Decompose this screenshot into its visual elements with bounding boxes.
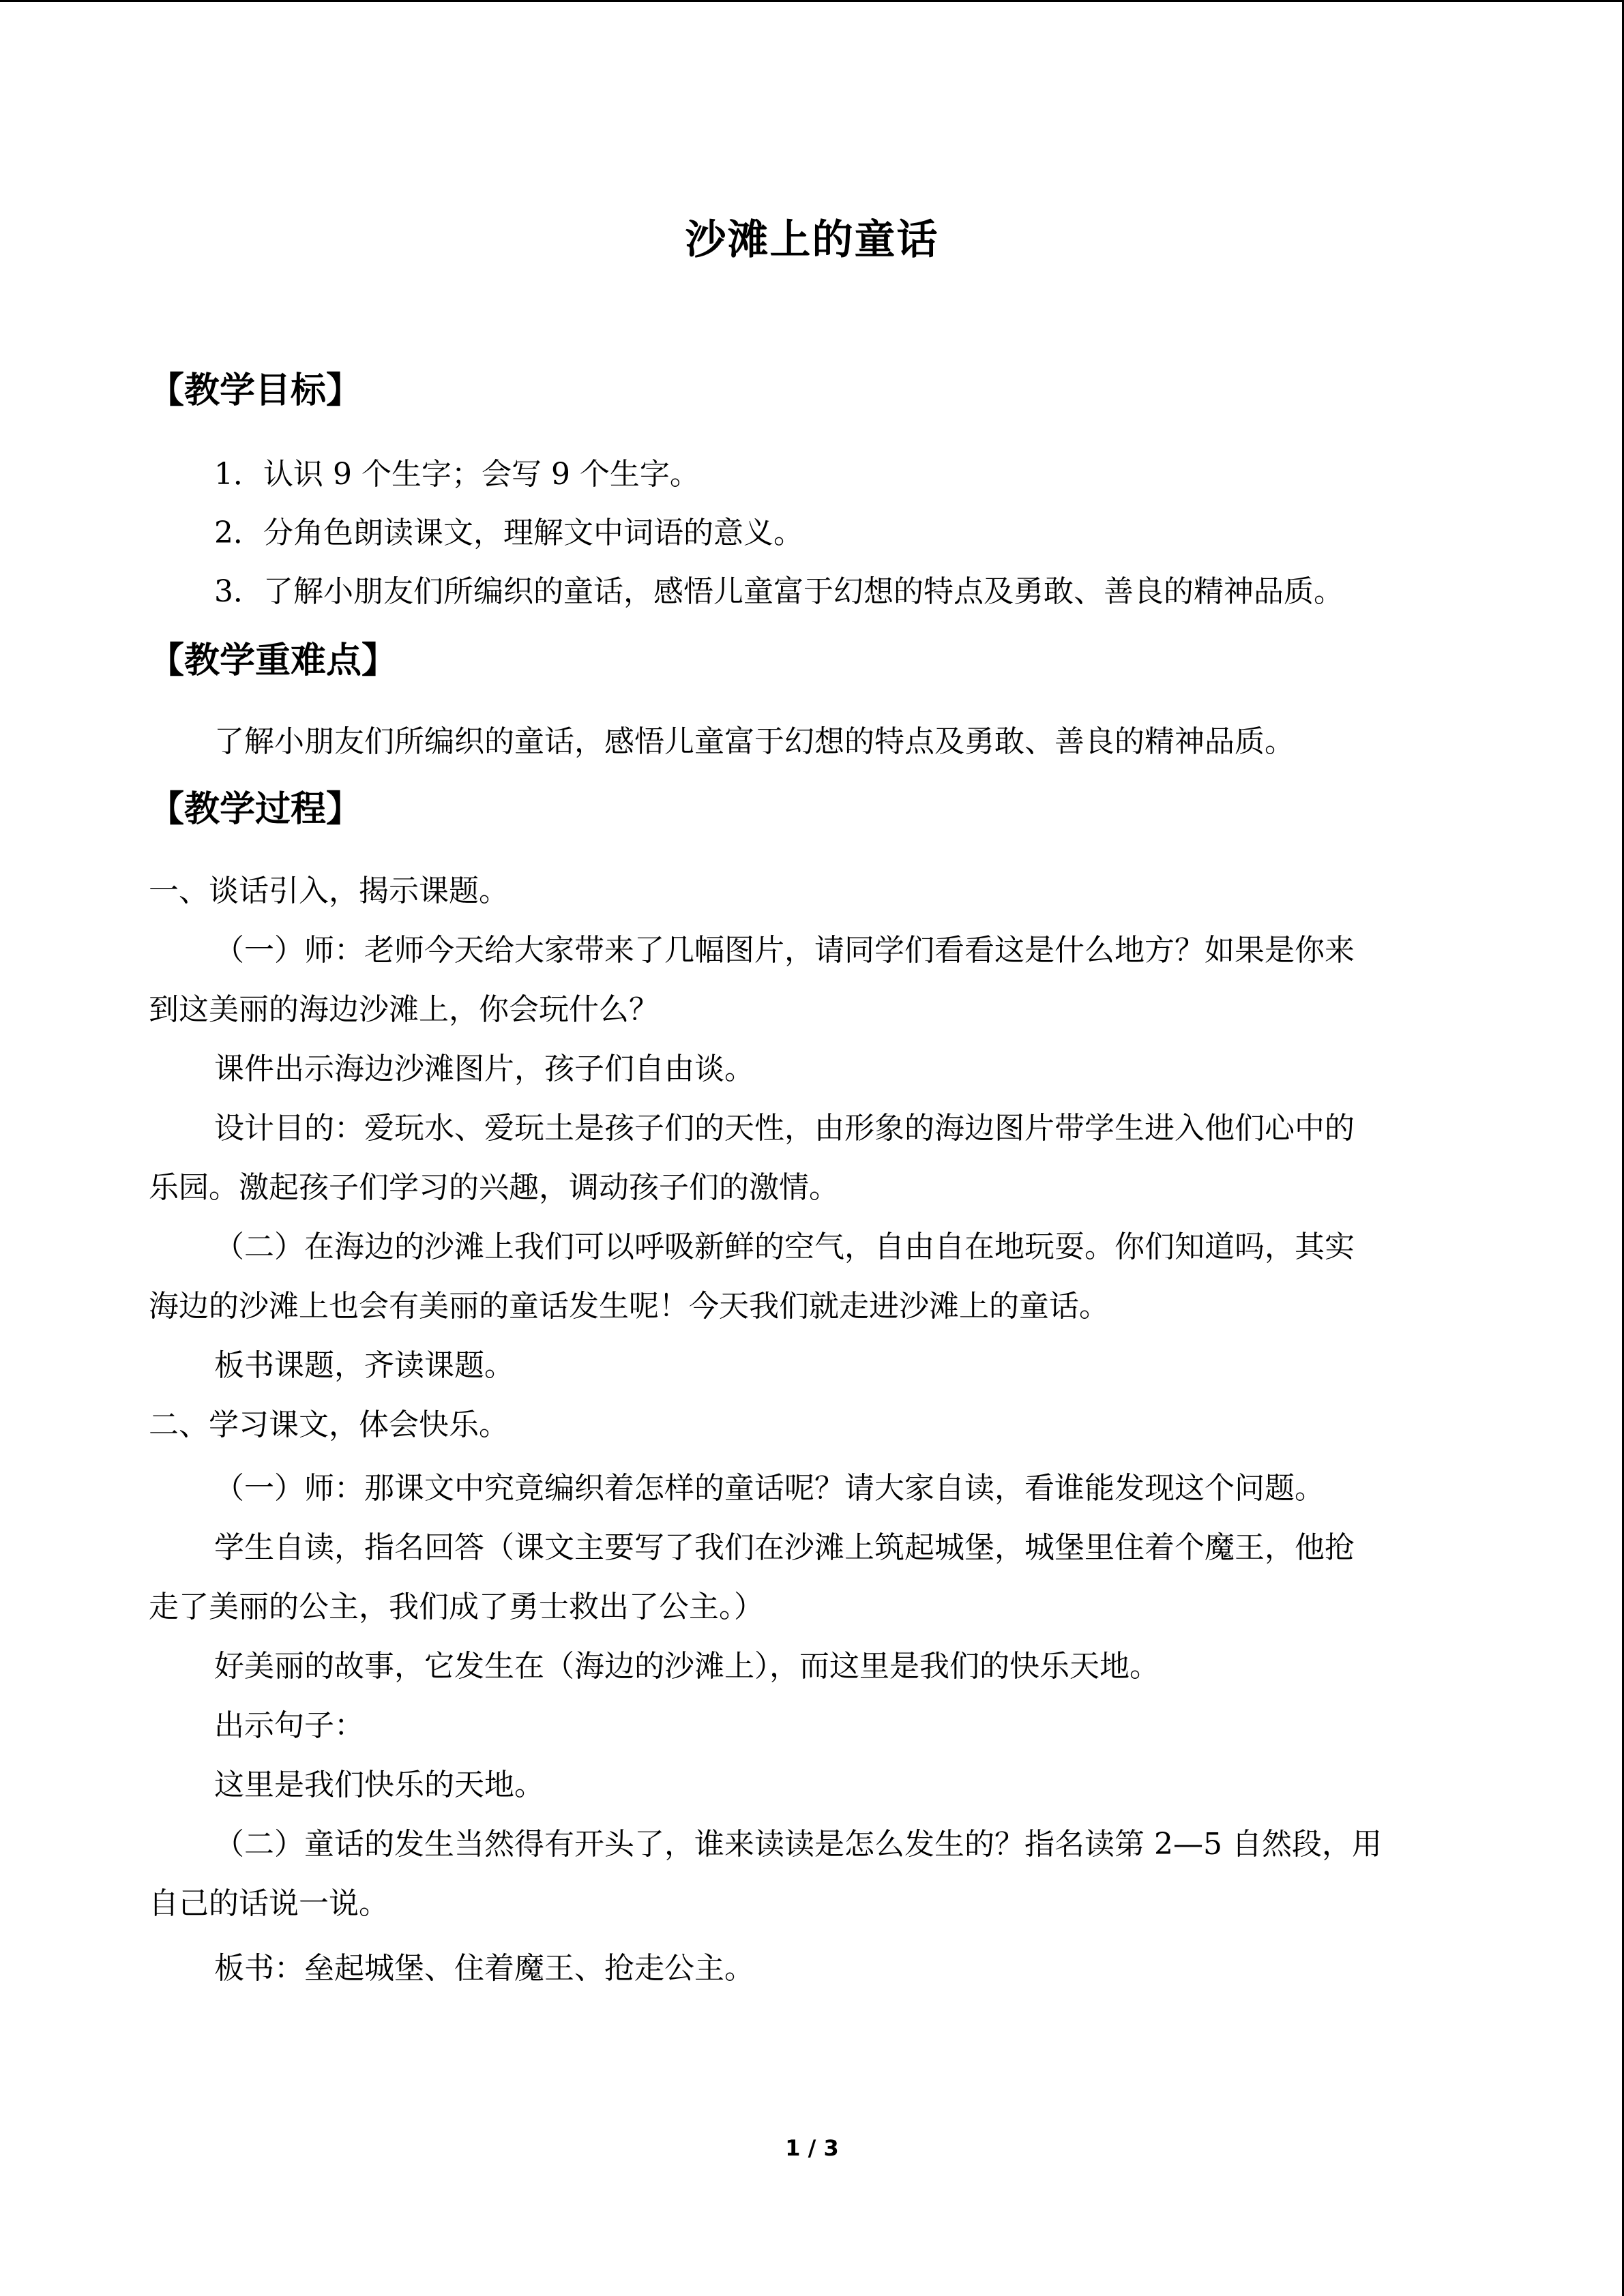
objective-item: 1．认识 9 个生字；会写 9 个生字。 bbox=[214, 457, 700, 492]
process-line: 板书课题，齐读课题。 bbox=[214, 1348, 514, 1383]
process-line: 自己的话说一说。 bbox=[149, 1886, 389, 1921]
process-line: 好美丽的故事，它发生在（海边的沙滩上），而这里是我们的快乐天地。 bbox=[214, 1649, 1160, 1684]
objective-item: 2．分角色朗读课文，理解文中词语的意义。 bbox=[214, 516, 803, 550]
process-line: （一）师：老师今天给大家带来了几幅图片，请同学们看看这是什么地方？如果是你来 bbox=[214, 933, 1355, 968]
process-line: 这里是我们快乐的天地。 bbox=[214, 1768, 544, 1802]
process-line: （一）师：那课文中究竟编织着怎样的童话呢？请大家自读，看谁能发现这个问题。 bbox=[214, 1471, 1325, 1506]
process-line: （二）童话的发生当然得有开头了，谁来读读是怎么发生的？指名读第 2—5 自然段，用 bbox=[214, 1827, 1382, 1862]
heading-key-points: 【教学重难点】 bbox=[149, 640, 398, 681]
process-line: 海边的沙滩上也会有美丽的童话发生呢！今天我们就走进沙滩上的童话。 bbox=[149, 1289, 1109, 1324]
process-line: 设计目的：爱玩水、爱玩土是孩子们的天性，由形象的海边图片带学生进入他们心中的 bbox=[214, 1111, 1355, 1146]
heading-process: 【教学过程】 bbox=[149, 789, 362, 830]
key-points-text: 了解小朋友们所编织的童话，感悟儿童富于幻想的特点及勇敢、善良的精神品质。 bbox=[214, 724, 1295, 759]
document-title: 沙滩上的童话 bbox=[685, 216, 939, 264]
objective-item: 3．了解小朋友们所编织的童话，感悟儿童富于幻想的特点及勇敢、善良的精神品质。 bbox=[214, 574, 1344, 609]
page-number: 1 / 3 bbox=[785, 2135, 839, 2161]
process-line: 课件出示海边沙滩图片，孩子们自由谈。 bbox=[214, 1052, 754, 1086]
heading-objectives: 【教学目标】 bbox=[149, 370, 362, 411]
process-line: 出示句子： bbox=[214, 1708, 364, 1743]
process-line: 乐园。激起孩子们学习的兴趣，调动孩子们的激情。 bbox=[149, 1170, 839, 1205]
page-top-border bbox=[0, 0, 1624, 2]
process-line: 一、谈话引入，揭示课题。 bbox=[149, 874, 509, 908]
process-line: （二）在海边的沙滩上我们可以呼吸新鲜的空气，自由自在地玩耍。你们知道吗，其实 bbox=[214, 1229, 1355, 1264]
process-line: 板书：垒起城堡、住着魔王、抢走公主。 bbox=[214, 1951, 754, 1986]
process-line: 走了美丽的公主，我们成了勇士救出了公主。） bbox=[149, 1590, 764, 1624]
process-line: 到这美丽的海边沙滩上，你会玩什么？ bbox=[149, 992, 659, 1027]
process-line: 学生自读，指名回答（课文主要写了我们在沙滩上筑起城堡，城堡里住着个魔王，他抢 bbox=[214, 1530, 1355, 1565]
process-line: 二、学习课文，体会快乐。 bbox=[149, 1407, 509, 1442]
